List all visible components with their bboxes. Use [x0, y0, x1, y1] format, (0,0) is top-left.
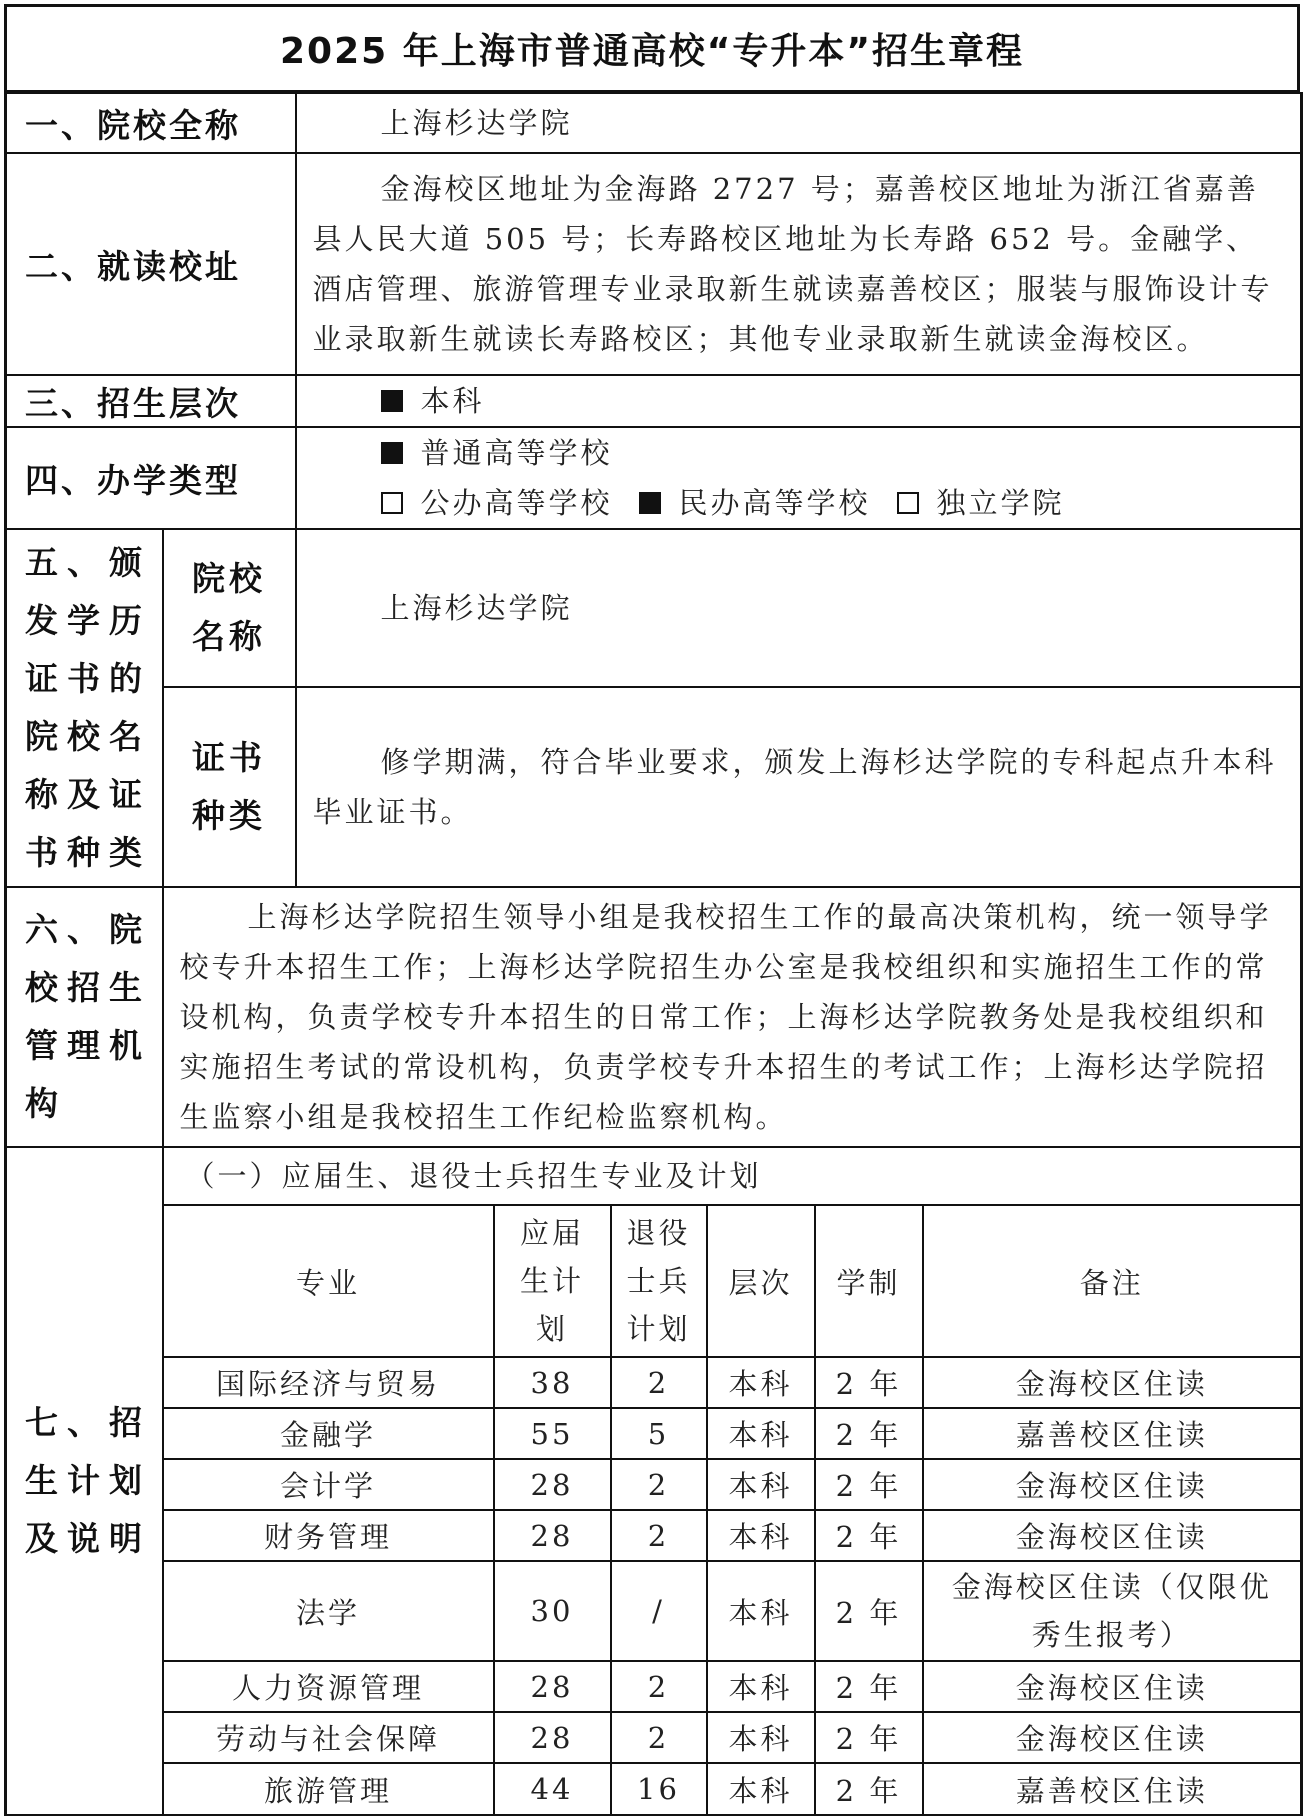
cell-fresh-plan: 28: [494, 1712, 611, 1763]
level-option-undergrad[interactable]: 本科: [381, 376, 485, 426]
cell-major: 国际经济与贸易: [164, 1357, 494, 1408]
cell-fresh-plan: 30: [494, 1561, 611, 1661]
checkbox-unchecked-icon: [381, 492, 403, 514]
cell-years: 2 年: [815, 1712, 923, 1763]
row-campus-address: [6, 153, 1302, 375]
heading-full-name: 一、院校全称: [6, 93, 296, 153]
type-option-public[interactable]: 公办高等学校: [381, 478, 613, 528]
cell-fresh-plan: 28: [494, 1510, 611, 1561]
checkbox-checked-icon: [381, 442, 403, 464]
document-title: 2025 年上海市普通高校“专升本”招生章程: [4, 4, 1300, 92]
cell-note: 金海校区住读: [923, 1357, 1301, 1408]
type-option-regular[interactable]: 普通高等学校: [381, 428, 613, 478]
plan-row: [164, 1408, 1301, 1459]
col-header-major: 专业: [164, 1205, 494, 1357]
certificate-type-text: 修学期满，符合毕业要求，颁发上海杉达学院的专科起点升本科毕业证书。: [296, 687, 1302, 887]
admission-office-text: 上海杉达学院招生领导小组是我校招生工作的最高决策机构，统一领导学校专升本招生工作；上海杉达学院招生办公室是我校组织和实施招生工作的常设机构，负责学校专升本招生的日常工作；上海杉达学院教务处是我校组织和实施招生考试的常设机构，负责学校专升本招生的考试工作；上海杉达学院招生监察小组是我校招生工作纪检监察机构。: [163, 887, 1302, 1147]
cell-major: 法学: [164, 1561, 494, 1661]
cell-note: 金海校区住读: [923, 1712, 1301, 1763]
row-level: [6, 375, 1302, 427]
cell-years: 2 年: [815, 1357, 923, 1408]
cell-major: 人力资源管理: [164, 1661, 494, 1712]
cell-fresh-plan: 44: [494, 1763, 611, 1814]
level-options: [296, 375, 1302, 427]
cell-veteran-plan: 2: [611, 1712, 707, 1763]
checkbox-checked-icon: [639, 492, 661, 514]
admission-document: [4, 4, 1304, 1808]
cell-major: 会计学: [164, 1459, 494, 1510]
cell-note: 嘉善校区住读: [923, 1408, 1301, 1459]
cell-fresh-plan: 28: [494, 1661, 611, 1712]
heading-level: 三、招生层次: [6, 375, 296, 427]
cell-years: 2 年: [815, 1763, 923, 1814]
heading-campus-address: 二、就读校址: [6, 153, 296, 375]
col-header-fresh-plan: 应届生计划: [494, 1205, 611, 1357]
row-school-type: [6, 427, 1302, 529]
row-cert-type: [6, 687, 1302, 887]
cell-level: 本科: [707, 1459, 815, 1510]
cell-note: 金海校区住读: [923, 1661, 1301, 1712]
cell-note: 金海校区住读: [923, 1510, 1301, 1561]
plan-row: [164, 1459, 1301, 1510]
plan-row: [164, 1661, 1301, 1712]
plan-header-row: [164, 1205, 1301, 1357]
cell-veteran-plan: 5: [611, 1408, 707, 1459]
cell-veteran-plan: 2: [611, 1510, 707, 1561]
cell-major: 劳动与社会保障: [164, 1712, 494, 1763]
cell-level: 本科: [707, 1510, 815, 1561]
heading-school-type: 四、办学类型: [6, 427, 296, 529]
type-option-independent[interactable]: 独立学院: [897, 478, 1065, 528]
cell-major: 金融学: [164, 1408, 494, 1459]
col-header-level: 层次: [707, 1205, 815, 1357]
cell-years: 2 年: [815, 1459, 923, 1510]
school-full-name: 上海杉达学院: [296, 93, 1302, 153]
col-header-note: 备注: [923, 1205, 1301, 1357]
info-table: [4, 92, 1303, 1816]
type-option-private[interactable]: 民办高等学校: [639, 478, 871, 528]
campus-address-text: 金海校区地址为金海路 2727 号；嘉善校区地址为浙江省嘉善县人民大道 505 号；长寿路校区地址为长寿路 652 号。金融学、酒店管理、旅游管理专业录取新生就读嘉善校区；服装与服饰设计专业录取新生就读长寿路校区；其他专业录取新生就读金海校区。: [296, 153, 1302, 375]
plan-row: [164, 1561, 1301, 1661]
cell-note: 金海校区住读: [923, 1459, 1301, 1510]
cell-veteran-plan: 2: [611, 1357, 707, 1408]
cert-school-name: 上海杉达学院: [296, 529, 1302, 687]
label-school-name: 院校名称: [163, 529, 296, 687]
cell-veteran-plan: 2: [611, 1459, 707, 1510]
cell-level: 本科: [707, 1712, 815, 1763]
cell-fresh-plan: 28: [494, 1459, 611, 1510]
cell-veteran-plan: 16: [611, 1763, 707, 1814]
plan-row: [164, 1712, 1301, 1763]
plan-row: [164, 1510, 1301, 1561]
cell-fresh-plan: 55: [494, 1408, 611, 1459]
checkbox-checked-icon: [381, 390, 403, 412]
cell-level: 本科: [707, 1661, 815, 1712]
row-admission-office: [6, 887, 1302, 1147]
cell-years: 2 年: [815, 1510, 923, 1561]
cell-note: 嘉善校区住读: [923, 1763, 1301, 1814]
plan-row: [164, 1763, 1301, 1814]
plan-row: [164, 1357, 1301, 1408]
cell-note: 金海校区住读（仅限优秀生报考）: [923, 1561, 1301, 1661]
cell-level: 本科: [707, 1561, 815, 1661]
cell-level: 本科: [707, 1357, 815, 1408]
cell-major: 财务管理: [164, 1510, 494, 1561]
row-enrollment-plan: [6, 1147, 1302, 1815]
heading-certificate: 五、颁发学历证书的院校名称及证书种类: [6, 529, 163, 887]
cell-level: 本科: [707, 1763, 815, 1814]
enrollment-plan-cell: [163, 1147, 1302, 1815]
cell-years: 2 年: [815, 1408, 923, 1459]
checkbox-unchecked-icon: [897, 492, 919, 514]
cell-major: 旅游管理: [164, 1763, 494, 1814]
row-full-name: [6, 93, 1302, 153]
cell-years: 2 年: [815, 1661, 923, 1712]
heading-enrollment-plan: 七、招生计划及说明: [6, 1147, 163, 1815]
cell-fresh-plan: 38: [494, 1357, 611, 1408]
plan-subtitle: （一）应届生、退役士兵招生专业及计划: [185, 1159, 762, 1193]
col-header-veteran-plan: 退役士兵计划: [611, 1205, 707, 1357]
cell-years: 2 年: [815, 1561, 923, 1661]
cell-veteran-plan: 2: [611, 1661, 707, 1712]
school-type-options: [296, 427, 1302, 529]
cell-level: 本科: [707, 1408, 815, 1459]
heading-admission-office: 六、院校招生管理机构: [6, 887, 163, 1147]
cell-veteran-plan: /: [611, 1561, 707, 1661]
label-certificate-type: 证书种类: [163, 687, 296, 887]
col-header-years: 学制: [815, 1205, 923, 1357]
row-cert-school: [6, 529, 1302, 687]
plan-table: [164, 1204, 1301, 1814]
